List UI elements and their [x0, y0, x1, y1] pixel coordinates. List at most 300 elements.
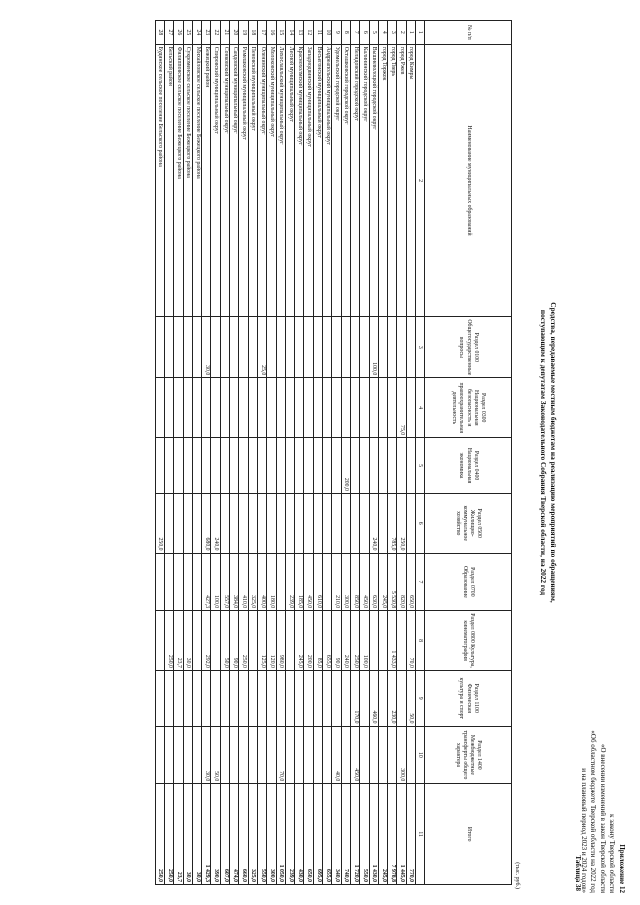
value-cell: 820,0	[397, 553, 406, 611]
row-number-cell: 20	[230, 21, 239, 45]
value-cell	[276, 670, 285, 726]
table-header-row	[425, 21, 512, 885]
appendix-law-line: к закону Тверской области	[608, 814, 617, 893]
value-cell	[183, 670, 192, 726]
value-cell	[183, 726, 192, 784]
value-cell	[285, 378, 294, 438]
row-number-cell: 25	[183, 21, 192, 45]
municipality-name-cell: Западнодвинский муниципальный округ	[304, 44, 313, 317]
value-cell: 655,0	[323, 611, 332, 671]
value-cell	[406, 378, 415, 438]
row-number-cell: 28	[155, 21, 164, 45]
municipality-name-cell: Бежецкий район	[202, 44, 211, 317]
total-cell: 340,0	[332, 784, 341, 885]
value-cell: 610,0	[313, 553, 322, 611]
value-cell	[155, 317, 164, 378]
value-cell	[155, 438, 164, 494]
value-cell	[174, 670, 183, 726]
column-number: 1	[416, 21, 425, 45]
value-cell	[230, 726, 239, 784]
value-cell	[202, 438, 211, 494]
value-cell	[323, 670, 332, 726]
table-row	[248, 21, 257, 885]
value-cell	[285, 493, 294, 553]
document-title	[538, 0, 558, 905]
total-cell: 325,0	[248, 784, 257, 885]
municipality-name-cell: Сандовский муниципальный округ	[230, 44, 239, 317]
value-cell: 460,0	[369, 670, 378, 726]
column-header: Раздел 1100 Физическая культура и спорт	[425, 670, 512, 726]
column-number: 3	[416, 317, 425, 378]
value-cell	[378, 317, 387, 378]
municipality-name-cell: город Тверь	[388, 44, 397, 317]
table-row	[164, 21, 173, 885]
table-row	[155, 21, 164, 885]
value-cell: 100,0	[369, 317, 378, 378]
value-cell	[211, 378, 220, 438]
value-cell	[295, 493, 304, 553]
value-cell	[230, 493, 239, 553]
value-cell	[183, 438, 192, 494]
value-cell: 70,0	[276, 726, 285, 784]
value-cell: 292,0	[202, 611, 211, 671]
total-cell: 390,0	[211, 784, 220, 885]
value-cell	[323, 317, 332, 378]
value-cell: 240,0	[211, 493, 220, 553]
table-row	[332, 21, 341, 885]
table-row	[378, 21, 387, 885]
total-cell: 650,0	[304, 784, 313, 885]
value-cell	[220, 670, 229, 726]
value-cell	[406, 726, 415, 784]
value-cell: 245,0	[378, 553, 387, 611]
value-cell	[285, 317, 294, 378]
value-cell	[378, 726, 387, 784]
value-cell	[304, 317, 313, 378]
total-cell: 245,0	[378, 784, 387, 885]
total-cell: 474,0	[230, 784, 239, 885]
value-cell: 50,0	[220, 611, 229, 671]
value-cell	[285, 438, 294, 494]
municipality-name-cell: Оленинский муниципальный округ	[257, 44, 266, 317]
value-cell	[257, 438, 266, 494]
value-cell	[397, 438, 406, 494]
municipality-name-cell: город Ржев	[397, 44, 406, 317]
total-cell: 655,0	[323, 784, 332, 885]
value-cell	[192, 493, 201, 553]
value-cell: 100,0	[360, 611, 369, 671]
value-cell	[332, 438, 341, 494]
value-cell	[257, 670, 266, 726]
value-cell	[164, 553, 173, 611]
value-cell: 230,0	[388, 670, 397, 726]
table-row	[350, 21, 359, 885]
row-number-cell: 18	[248, 21, 257, 45]
row-number-cell: 7	[350, 21, 359, 45]
municipality-name-cell: город Торжок	[378, 44, 387, 317]
value-cell	[230, 438, 239, 494]
value-cell	[323, 378, 332, 438]
value-cell: 410,0	[239, 553, 248, 611]
table-row	[174, 21, 183, 885]
value-cell	[388, 317, 397, 378]
value-cell	[341, 670, 350, 726]
row-number-cell: 5	[369, 21, 378, 45]
appendix-header	[578, 730, 626, 893]
value-cell	[304, 493, 313, 553]
value-cell: 300,0	[341, 553, 350, 611]
value-cell	[313, 726, 322, 784]
value-cell	[192, 378, 201, 438]
table-row	[267, 21, 276, 885]
value-cell: 400,0	[257, 553, 266, 611]
value-cell	[378, 438, 387, 494]
value-cell	[323, 553, 332, 611]
table-row	[295, 21, 304, 885]
value-cell	[174, 378, 183, 438]
total-cell: 1 429,3	[202, 784, 211, 885]
row-number-cell: 11	[313, 21, 322, 45]
value-cell: 90,0	[230, 611, 239, 671]
value-cell	[174, 317, 183, 378]
value-cell: 240,0	[341, 611, 350, 671]
municipality-name-cell: Будинское сельское поселение Бельского района	[155, 44, 164, 317]
value-cell: 1 433,0	[388, 611, 397, 671]
value-cell: 239,0	[285, 553, 294, 611]
value-cell	[323, 493, 332, 553]
value-cell	[239, 670, 248, 726]
municipality-name-cell: Сукроменское сельское поселение Бежецкого района	[183, 44, 192, 317]
row-number-cell: 26	[174, 21, 183, 45]
column-header: Итого	[425, 784, 512, 885]
allocation-table	[155, 20, 512, 885]
document-title-line: Средства, передаваемые местным бюджетам на реализацию мероприятий по обращениям,	[549, 302, 558, 603]
value-cell	[267, 317, 276, 378]
municipality-name-cell: Вышневолоцкий городской округ	[369, 44, 378, 317]
value-cell	[202, 670, 211, 726]
value-cell: 30,0	[202, 317, 211, 378]
table-body	[155, 21, 415, 885]
total-cell: 430,0	[295, 784, 304, 885]
table-row	[192, 21, 201, 885]
value-cell	[211, 670, 220, 726]
table-row	[360, 21, 369, 885]
value-cell	[304, 726, 313, 784]
value-cell	[267, 670, 276, 726]
value-cell	[239, 726, 248, 784]
total-cell: 300,0	[267, 784, 276, 885]
column-number: 6	[416, 493, 425, 553]
total-cell: 250,0	[164, 784, 173, 885]
row-number-cell: 10	[323, 21, 332, 45]
table-row	[220, 21, 229, 885]
municipality-name-cell: Нелидовский городской округ	[350, 44, 359, 317]
value-cell: 850,0	[350, 553, 359, 611]
value-cell	[388, 438, 397, 494]
municipality-name-cell: Молоковский муниципальный округ	[267, 44, 276, 317]
municipality-name-cell: Калининский городской округ	[360, 44, 369, 317]
value-cell: 250,0	[397, 493, 406, 553]
column-number: 9	[416, 670, 425, 726]
value-cell: 85,0	[313, 611, 322, 671]
table-row	[406, 21, 415, 885]
value-cell: 40,0	[332, 726, 341, 784]
value-cell	[248, 611, 257, 671]
value-cell	[220, 726, 229, 784]
value-cell	[360, 726, 369, 784]
value-cell: 785,0	[388, 493, 397, 553]
column-header: Наименование муниципальных образований	[425, 44, 512, 317]
total-cell: 239,0	[285, 784, 294, 885]
table-row	[304, 21, 313, 885]
value-cell	[267, 493, 276, 553]
column-header: Раздел 0400 Национальная экономика	[425, 438, 512, 494]
row-number-cell: 13	[295, 21, 304, 45]
value-cell	[174, 438, 183, 494]
value-cell: 384,0	[230, 553, 239, 611]
value-cell	[295, 378, 304, 438]
appendix-law-line: и на плановый период 2023 и 2024 годов»	[579, 768, 588, 893]
value-cell: 180,0	[267, 553, 276, 611]
total-cell: 550,0	[360, 784, 369, 885]
value-cell	[174, 493, 183, 553]
value-cell	[230, 378, 239, 438]
value-cell	[192, 438, 201, 494]
row-number-cell: 3	[388, 21, 397, 45]
column-header: Раздел 1400 Межбюджетные трансферты общего характера	[425, 726, 512, 784]
table-row	[257, 21, 266, 885]
value-cell	[155, 726, 164, 784]
table-row	[397, 21, 406, 885]
value-cell	[323, 438, 332, 494]
value-cell	[164, 726, 173, 784]
value-cell	[248, 438, 257, 494]
value-cell: 125,0	[257, 611, 266, 671]
value-cell	[192, 670, 201, 726]
value-cell: 23,7	[174, 611, 183, 671]
row-number-cell: 16	[267, 21, 276, 45]
total-cell: 23,7	[174, 784, 183, 885]
column-number: 10	[416, 726, 425, 784]
value-cell: 50,0	[406, 670, 415, 726]
value-cell	[397, 317, 406, 378]
value-cell	[313, 317, 322, 378]
value-cell	[313, 378, 322, 438]
value-cell	[406, 317, 415, 378]
value-cell	[239, 438, 248, 494]
value-cell: 100,0	[211, 553, 220, 611]
appendix-law-line: «О внесении изменений в закон Тверской области	[598, 743, 607, 893]
row-number-cell: 1	[406, 21, 415, 45]
municipality-name-cell: Лихославльский муниципальный округ	[276, 44, 285, 317]
total-cell: 607,0	[220, 784, 229, 885]
column-number-row	[416, 21, 425, 885]
value-cell	[192, 317, 201, 378]
value-cell	[369, 378, 378, 438]
value-cell: 250,0	[164, 611, 173, 671]
value-cell	[295, 670, 304, 726]
value-cell	[313, 493, 322, 553]
value-cell	[341, 726, 350, 784]
value-cell	[332, 670, 341, 726]
value-cell	[341, 317, 350, 378]
total-cell: 740,0	[341, 784, 350, 885]
value-cell	[248, 670, 257, 726]
value-cell	[239, 317, 248, 378]
value-cell	[341, 378, 350, 438]
value-cell: 650,0	[406, 553, 415, 611]
value-cell	[174, 553, 183, 611]
value-cell	[360, 670, 369, 726]
value-cell: 450,0	[304, 553, 313, 611]
municipality-name-cell: Андреапольский муниципальный округ	[323, 44, 332, 317]
value-cell	[155, 553, 164, 611]
value-cell	[378, 493, 387, 553]
value-cell	[174, 726, 183, 784]
table-row	[239, 21, 248, 885]
value-cell	[192, 726, 201, 784]
row-number-cell: 19	[239, 21, 248, 45]
row-number-cell: 8	[341, 21, 350, 45]
column-number: 4	[416, 378, 425, 438]
value-cell: 245,0	[295, 611, 304, 671]
value-cell: 630,0	[369, 553, 378, 611]
column-header: Раздел 0500 Жилищно-коммунальное хозяйство	[425, 493, 512, 553]
value-cell	[155, 378, 164, 438]
value-cell	[360, 317, 369, 378]
value-cell	[378, 378, 387, 438]
value-cell	[267, 378, 276, 438]
value-cell	[211, 317, 220, 378]
units-label: (тыс. руб.)	[514, 862, 520, 889]
value-cell	[248, 726, 257, 784]
value-cell: 90,0	[332, 611, 341, 671]
value-cell	[155, 670, 164, 726]
municipality-name-cell: Удомельский городской округ	[332, 44, 341, 317]
value-cell	[220, 378, 229, 438]
row-number-cell: 27	[164, 21, 173, 45]
value-cell	[295, 726, 304, 784]
value-cell	[164, 317, 173, 378]
total-cell: 250,0	[155, 784, 164, 885]
total-cell: 7 978,8	[388, 784, 397, 885]
value-cell: 200,0	[304, 611, 313, 671]
municipality-name-cell: Пеновский муниципальный округ	[248, 44, 257, 317]
value-cell	[378, 611, 387, 671]
table-row	[211, 21, 220, 885]
municipality-name-cell: Лесной муниципальный округ	[285, 44, 294, 317]
value-cell	[332, 493, 341, 553]
municipality-name-cell: Спировский муниципальный округ	[211, 44, 220, 317]
municipality-name-cell: Филипповское сельское поселение Бежецкого района	[174, 44, 183, 317]
value-cell	[350, 493, 359, 553]
value-cell: 450,0	[360, 553, 369, 611]
value-cell	[304, 378, 313, 438]
document-title-line: поступающим к депутатам Законодательного Собрания Тверской области, на 2022 год	[539, 309, 548, 596]
municipality-name-cell: Рамешковский муниципальный округ	[239, 44, 248, 317]
municipality-name-cell: Краснохолмский муниципальный округ	[295, 44, 304, 317]
table-row	[202, 21, 211, 885]
value-cell	[304, 670, 313, 726]
value-cell	[267, 438, 276, 494]
value-cell	[285, 726, 294, 784]
value-cell	[285, 670, 294, 726]
total-cell: 1 445,0	[397, 784, 406, 885]
value-cell	[239, 378, 248, 438]
value-cell	[313, 438, 322, 494]
appendix-number: Приложение 12	[618, 844, 626, 893]
row-number-cell: 21	[220, 21, 229, 45]
value-cell	[276, 317, 285, 378]
value-cell	[257, 378, 266, 438]
value-cell	[211, 438, 220, 494]
total-cell: 770,0	[406, 784, 415, 885]
row-number-cell: 2	[397, 21, 406, 45]
value-cell	[350, 438, 359, 494]
value-cell	[183, 317, 192, 378]
row-number-cell: 6	[360, 21, 369, 45]
table-row	[285, 21, 294, 885]
value-cell	[313, 670, 322, 726]
appendix-law-line: «Об областном бюджете Тверской области на 2022 год	[589, 730, 598, 893]
value-cell	[360, 378, 369, 438]
municipality-name-cell: Осташковский городской округ	[341, 44, 350, 317]
value-cell: 210,0	[332, 553, 341, 611]
value-cell: 680,0	[202, 493, 211, 553]
value-cell: 70,0	[406, 611, 415, 671]
value-cell	[183, 378, 192, 438]
value-cell	[369, 726, 378, 784]
value-cell	[332, 378, 341, 438]
column-number: 2	[416, 44, 425, 317]
value-cell	[164, 378, 173, 438]
value-cell	[388, 378, 397, 438]
value-cell: 300,0	[397, 726, 406, 784]
row-number-cell: 15	[276, 21, 285, 45]
value-cell	[397, 611, 406, 671]
value-cell: 5 530,8	[388, 553, 397, 611]
table-row	[276, 21, 285, 885]
value-cell: 250,0	[239, 611, 248, 671]
value-cell	[295, 438, 304, 494]
value-cell	[202, 378, 211, 438]
value-cell	[369, 438, 378, 494]
value-cell	[220, 438, 229, 494]
value-cell: 557,0	[220, 553, 229, 611]
value-cell: 250,0	[350, 611, 359, 671]
value-cell: 50,0	[211, 726, 220, 784]
column-number: 7	[416, 553, 425, 611]
value-cell	[360, 438, 369, 494]
value-cell	[220, 317, 229, 378]
row-number-cell: 9	[332, 21, 341, 45]
value-cell: 450,0	[350, 726, 359, 784]
value-cell	[164, 670, 173, 726]
row-number-cell: 17	[257, 21, 266, 45]
value-cell	[378, 670, 387, 726]
table-row	[230, 21, 239, 885]
value-cell	[183, 553, 192, 611]
value-cell	[257, 726, 266, 784]
table-row	[369, 21, 378, 885]
value-cell: 325,0	[248, 553, 257, 611]
value-cell	[323, 726, 332, 784]
value-cell	[276, 438, 285, 494]
column-number: 5	[416, 438, 425, 494]
total-cell: 30,0	[183, 784, 192, 885]
total-cell: 1 720,0	[350, 784, 359, 885]
total-cell: 30,0	[192, 784, 201, 885]
